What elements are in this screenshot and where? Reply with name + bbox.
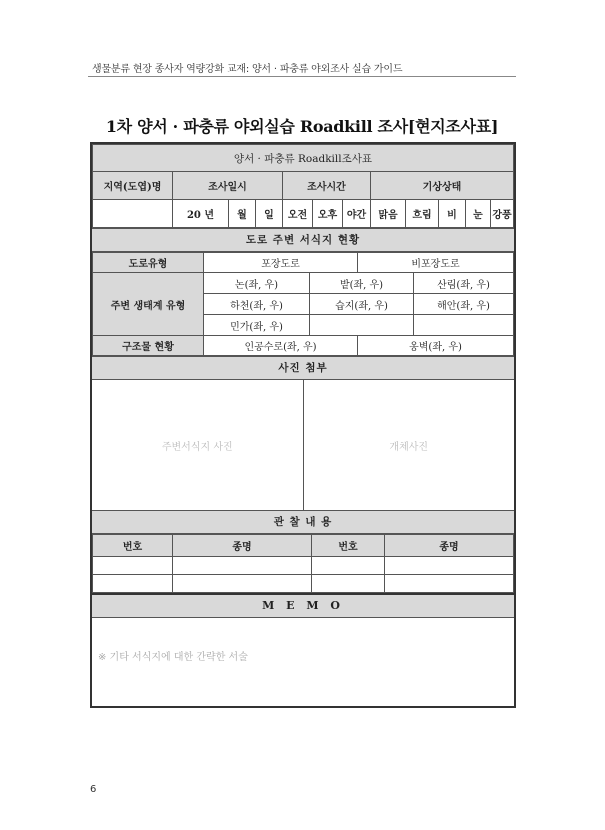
time-header: 조사시간 — [283, 172, 371, 200]
eco-empty-1[interactable] — [310, 315, 414, 336]
weather-option-cloudy[interactable]: 흐림 — [406, 200, 439, 228]
time-option-am[interactable]: 오전 — [283, 200, 313, 228]
obs-cell[interactable] — [93, 557, 173, 575]
individual-photo-label: 개체사진 — [389, 441, 429, 453]
habitat-photo-slot[interactable] — [92, 380, 303, 510]
date-day[interactable]: 일 — [256, 200, 283, 228]
obs-cell[interactable] — [173, 575, 312, 593]
road-type-paved[interactable]: 포장도로 — [204, 253, 358, 273]
form-header-table — [92, 144, 514, 228]
photo-area — [92, 380, 514, 510]
memo-title: M E M O — [92, 593, 514, 618]
section-road-habitat: 도로 주변 서식지 현황 — [92, 228, 514, 252]
table-row — [93, 557, 514, 575]
memo-field[interactable] — [92, 618, 514, 690]
individual-photo-slot[interactable] — [303, 380, 515, 510]
form-caption: 양서 · 파충류 Roadkill조사표 — [93, 145, 514, 172]
structure-channel[interactable]: 인공수로(좌, 우) — [204, 336, 358, 356]
time-option-pm[interactable]: 오후 — [313, 200, 343, 228]
eco-field[interactable]: 밭(좌, 우) — [310, 273, 414, 294]
eco-paddy[interactable]: 논(좌, 우) — [204, 273, 310, 294]
weather-option-rain[interactable]: 비 — [439, 200, 466, 228]
obs-header-number-1: 번호 — [93, 535, 173, 557]
obs-cell[interactable] — [173, 557, 312, 575]
obs-cell[interactable] — [312, 557, 385, 575]
ecosystem-label: 주변 생태계 유형 — [93, 273, 204, 336]
eco-stream[interactable]: 하천(좌, 우) — [204, 294, 310, 315]
road-type-label: 도로유형 — [93, 253, 204, 273]
eco-forest[interactable]: 산림(좌, 우) — [414, 273, 514, 294]
observation-table — [92, 534, 514, 593]
date-header: 조사일시 — [173, 172, 283, 200]
obs-cell[interactable] — [93, 575, 173, 593]
time-option-night[interactable]: 야간 — [343, 200, 371, 228]
section-photo: 사진 첨부 — [92, 356, 514, 380]
obs-header-species-1: 종명 — [173, 535, 312, 557]
eco-empty-2[interactable] — [414, 315, 514, 336]
weather-option-snow[interactable]: 눈 — [466, 200, 491, 228]
road-type-unpaved[interactable]: 비포장도로 — [358, 253, 514, 273]
structure-label: 구조물 현황 — [93, 336, 204, 356]
date-month[interactable]: 월 — [229, 200, 256, 228]
obs-cell[interactable] — [385, 557, 514, 575]
obs-cell[interactable] — [312, 575, 385, 593]
running-header: 생물분류 현장 종사자 역량강화 교재: 양서 · 파충류 야외조사 실습 가이드 — [92, 64, 403, 75]
section-observation: 관 찰 내 용 — [92, 510, 514, 534]
survey-form — [90, 142, 516, 708]
weather-option-clear[interactable]: 맑음 — [371, 200, 406, 228]
region-field[interactable] — [93, 200, 173, 228]
obs-header-species-2: 종명 — [385, 535, 514, 557]
road-habitat-table — [92, 252, 514, 356]
region-header: 지역(도엽)명 — [93, 172, 173, 200]
weather-header: 기상상태 — [371, 172, 514, 200]
page-number: 6 — [90, 784, 97, 795]
obs-header-number-2: 번호 — [312, 535, 385, 557]
document-title: 1차 양서 · 파충류 야외실습 Roadkill 조사[현지조사표] — [105, 117, 499, 136]
habitat-photo-label: 주변서식지 사진 — [161, 441, 233, 453]
structure-retaining-wall[interactable]: 옹벽(좌, 우) — [358, 336, 514, 356]
obs-cell[interactable] — [385, 575, 514, 593]
eco-coast[interactable]: 해안(좌, 우) — [414, 294, 514, 315]
date-year[interactable]: 20 년 — [173, 200, 229, 228]
eco-village[interactable]: 민가(좌, 우) — [204, 315, 310, 336]
table-row — [93, 575, 514, 593]
eco-wetland[interactable]: 습지(좌, 우) — [310, 294, 414, 315]
header-divider — [88, 76, 516, 77]
weather-option-wind[interactable]: 강풍 — [491, 200, 514, 228]
memo-note: ※ 기타 서식지에 대한 간략한 서술 — [98, 652, 248, 663]
